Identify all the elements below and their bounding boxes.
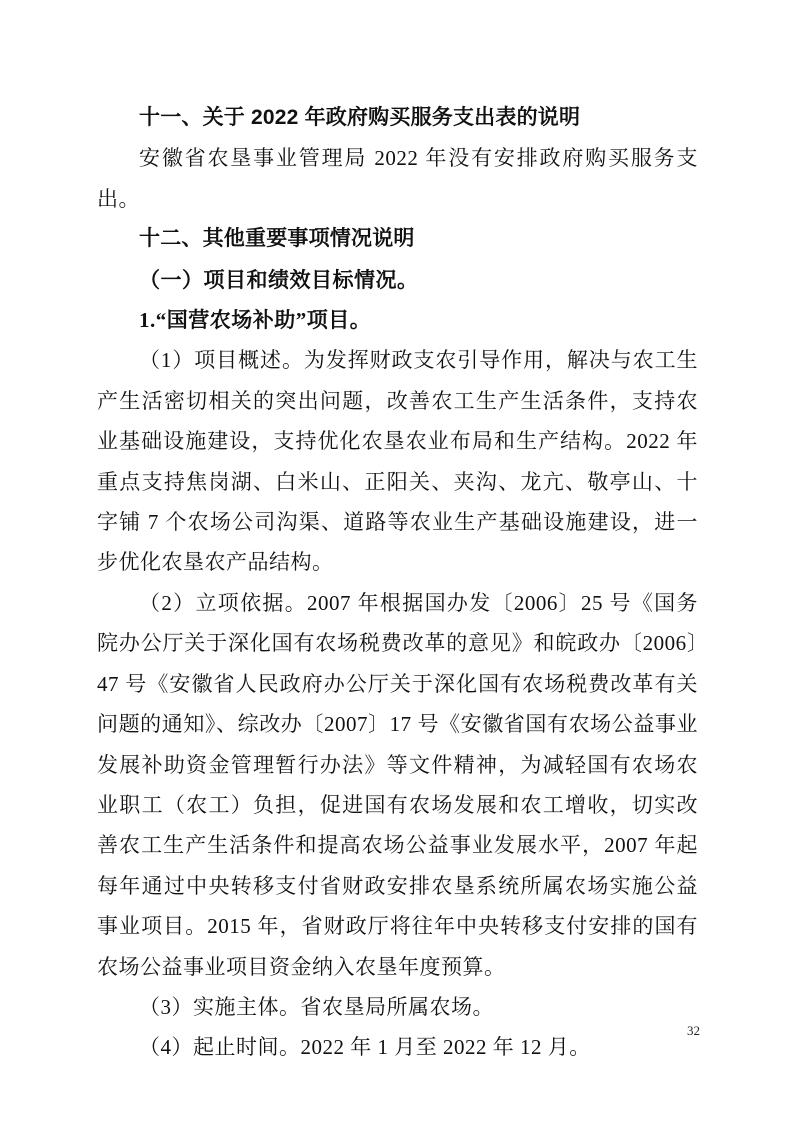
heading-section-12: 十二、其他重要事项情况说明 [139,227,415,251]
document-body [97,98,698,1068]
page-number: 32 [687,1023,700,1038]
para-implementer: （3）实施主体。省农垦局所属农场。 [139,994,494,1019]
para-project-overview: （1）项目概述。为发挥财政支农引导作用，解决与农工生产生活密切相关的突出问题，改善农工生产生活条件，支持农业基础设施建设，支持优化农垦农业布局和生产结构。2022 年重点支持焦岗湖、白米山、正阳关、夹沟、龙亢、敬亭山、十字铺 7 个农场公司沟渠、道路等农业生产基础设施建设，进一步优化农垦农产品结构。 [97,348,698,575]
para-duration: （4）起止时间。2022 年 1 月至 2022 年 12 月。 [139,1035,591,1060]
para-project-basis: （2）立项依据。2007 年根据国办发〔2006〕25 号《国务院办公厅关于深化国有农场税费改革的意见》和皖政办〔2006〕47 号《安徽省人民政府办公厅关于深化国有农场税费改革有关问题的通知》、综改办〔2007〕17 号《安徽省国有农场公益事业发展补助资金管理暂行办法》等文件精神，为减轻国有农场农业职工（农工）负担，促进国有农场发展和农工增收，切实改善农工生产生活条件和提高农场公益事业发展水平，2007 年起每年通过中央转移支付省财政安排农垦系统所属农场实施公益事业项目。2015 年，省财政厅将往年中央转移支付安排的国有农场公益事业项目资金纳入农垦年度预算。 [97,590,698,979]
para-no-procurement: 安徽省农垦事业管理局 2022 年没有安排政府购买服务支出。 [97,146,698,211]
heading-project-1: 1.“国营农场补助”项目。 [139,308,372,333]
heading-subsection-1: （一）项目和绩效目标情况。 [139,267,419,292]
heading-section-11: 十一、关于 2022 年政府购买服务支出表的说明 [139,106,581,129]
